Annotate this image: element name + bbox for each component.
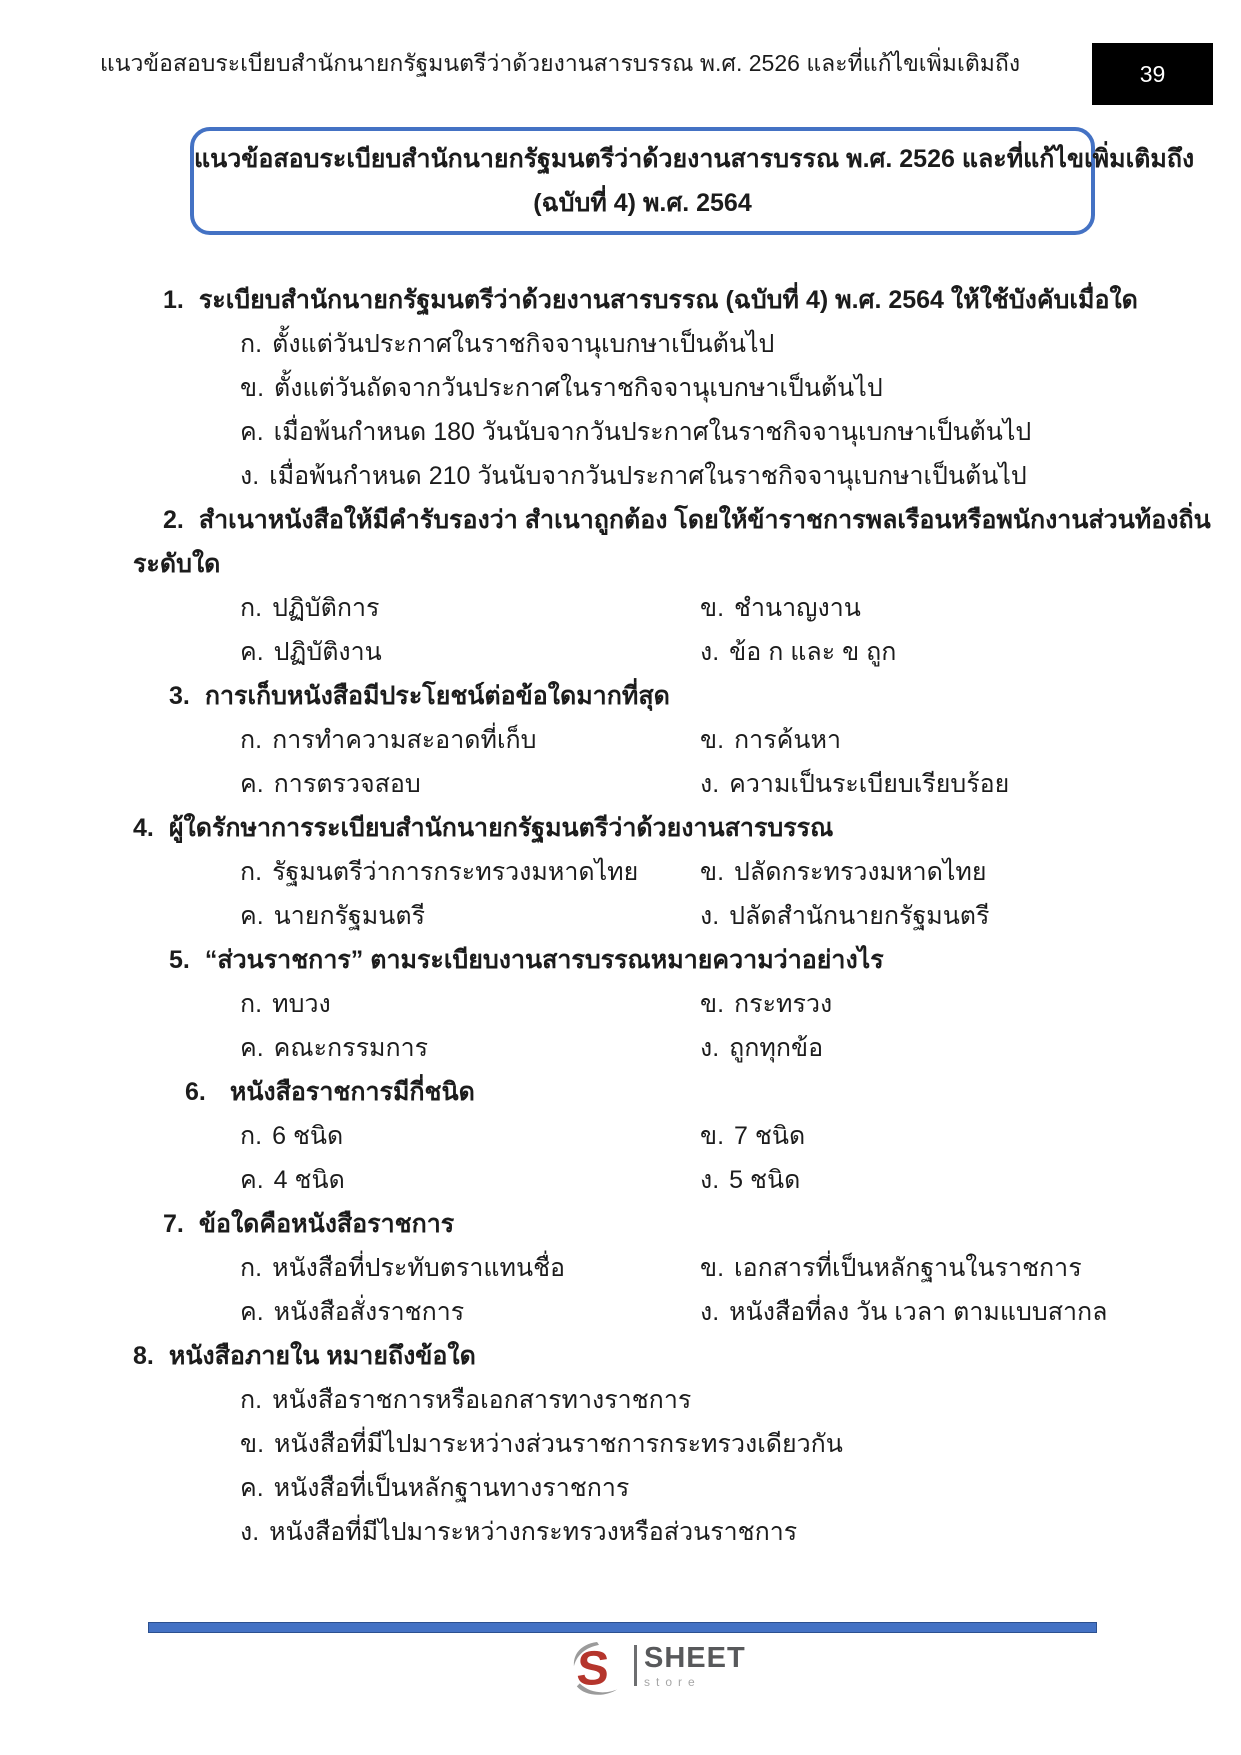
option-label: ข.	[700, 594, 725, 622]
option-row	[240, 850, 700, 894]
question-text-line	[133, 1070, 1113, 1114]
option-text: การค้นหา	[734, 726, 841, 754]
option-text: 5 ชนิด	[729, 1166, 801, 1194]
options	[133, 1378, 1113, 1554]
question-text-line	[133, 674, 1113, 718]
options	[133, 1246, 1113, 1334]
option-label: ง.	[700, 1166, 720, 1194]
question-text-line	[133, 1334, 1113, 1378]
option-text: ชำนาญงาน	[734, 594, 861, 622]
option-row	[700, 1114, 1113, 1158]
option-text: หนังสือสั่งราชการ	[273, 1298, 465, 1326]
option-text: เอกสารที่เป็นหลักฐานในราชการ	[734, 1254, 1082, 1282]
brand-name: SHEET	[644, 1642, 746, 1674]
logo-separator	[634, 1645, 637, 1686]
option-row	[240, 1246, 700, 1290]
option-label: ข.	[700, 990, 725, 1018]
option-label: ค.	[240, 1034, 264, 1062]
options	[133, 586, 1113, 674]
question-number: 2.	[163, 506, 184, 534]
option-label: ง.	[240, 1518, 260, 1546]
question-text-line	[133, 498, 1211, 542]
option-label: ก.	[240, 1386, 263, 1414]
option-text: หนังสือที่ประทับตราแทนชื่อ	[272, 1254, 566, 1282]
option-row	[700, 630, 1113, 674]
option-row	[240, 1026, 700, 1070]
option-row	[133, 410, 1113, 454]
logo-text	[644, 1641, 746, 1689]
page-number: 39	[1139, 60, 1166, 87]
question-block-2	[133, 498, 1211, 674]
option-label: ก.	[240, 726, 263, 754]
exam-title-line1: แนวข้อสอบระเบียบสำนักนายกรัฐมนตรีว่าด้วยงานสารบรรณ พ.ศ. 2526 และที่แก้ไขเพิ่มเติมถึง	[194, 145, 1195, 173]
option-row	[700, 1246, 1113, 1290]
option-row	[700, 762, 1113, 806]
option-text: รัฐมนตรีว่าการกระทรวงมหาดไทย	[272, 858, 639, 886]
option-label: ก.	[240, 858, 263, 886]
option-text: เมื่อพ้นกำหนด 210 วันนับจากวันประกาศในราชกิจจานุเบกษาเป็นต้นไป	[269, 462, 1027, 490]
option-row	[240, 1114, 700, 1158]
option-label: ค.	[240, 1474, 264, 1502]
option-label: ก.	[240, 1254, 263, 1282]
option-text: เมื่อพ้นกำหนด 180 วันนับจากวันประกาศในราชกิจจานุเบกษาเป็นต้นไป	[273, 418, 1032, 446]
options	[133, 1114, 1113, 1202]
option-label: ง.	[700, 770, 720, 798]
question-text: สำเนาหนังสือให้มีคำรับรองว่า สำเนาถูกต้อง โดยให้ข้าราชการพลเรือนหรือพนักงานส่วนท้องถิ่น	[198, 506, 1211, 534]
option-label: ข.	[700, 726, 725, 754]
option-text: หนังสือราชการหรือเอกสารทางราชการ	[272, 1386, 692, 1414]
options	[133, 718, 1113, 806]
question-text: ระเบียบสำนักนายกรัฐมนตรีว่าด้วยงานสารบรรณ (ฉบับที่ 4) พ.ศ. 2564 ให้ใช้บังคับเมื่อใด	[198, 286, 1138, 314]
question-text-line	[133, 806, 1113, 850]
option-text: คณะกรรมการ	[273, 1034, 429, 1062]
option-row	[240, 894, 700, 938]
option-text: การทำความสะอาดที่เก็บ	[272, 726, 537, 754]
option-label: ข.	[700, 1254, 725, 1282]
option-row	[240, 718, 700, 762]
option-text: การตรวจสอบ	[273, 770, 421, 798]
question-block-7	[133, 1202, 1113, 1334]
question-block-4	[133, 806, 1113, 938]
option-row	[700, 850, 1113, 894]
option-row	[700, 1290, 1113, 1334]
options	[133, 322, 1113, 498]
option-row	[133, 1422, 1113, 1466]
sheet-store-logo	[570, 1641, 746, 1695]
question-block-1	[133, 278, 1138, 498]
option-row	[133, 1510, 1113, 1554]
question-number: 5.	[169, 946, 190, 974]
footer-divider-bar	[148, 1622, 1097, 1633]
exam-title-box	[190, 127, 1195, 235]
option-row	[133, 454, 1113, 498]
question-text: หนังสือราชการมีกี่ชนิด	[229, 1078, 475, 1106]
option-text: 4 ชนิด	[273, 1166, 345, 1194]
logo-s-icon	[570, 1641, 628, 1695]
question-number: 4.	[133, 814, 154, 842]
option-label: ก.	[240, 330, 263, 358]
option-text: ปฏิบัติงาน	[273, 638, 382, 666]
question-text: “ส่วนราชการ” ตามระเบียบงานสารบรรณหมายความว่าอย่างไร	[204, 946, 884, 974]
question-number: 7.	[163, 1210, 184, 1238]
option-label: ง.	[700, 1034, 720, 1062]
option-label: ก.	[240, 990, 263, 1018]
option-row	[240, 762, 700, 806]
question-number: 8.	[133, 1342, 154, 1370]
question-block-6	[133, 1070, 1113, 1202]
question-text-line2: ระดับใด	[133, 550, 221, 578]
option-row	[700, 982, 1113, 1026]
question-block-5	[133, 938, 1113, 1070]
question-block-3	[133, 674, 1113, 806]
question-text-line	[133, 938, 1113, 982]
options	[133, 982, 1113, 1070]
question-block-8	[133, 1334, 1113, 1554]
option-row	[133, 366, 1113, 410]
option-row	[240, 1290, 700, 1334]
question-text: การเก็บหนังสือมีประโยชน์ต่อข้อใดมากที่สุด	[204, 682, 670, 710]
option-label: ง.	[700, 902, 720, 930]
question-text: ผู้ใดรักษาการระเบียบสำนักนายกรัฐมนตรีว่าด้วยงานสารบรรณ	[168, 814, 834, 842]
option-text: ตั้งแต่วันถัดจากวันประกาศในราชกิจจานุเบกษาเป็นต้นไป	[274, 374, 883, 402]
option-text: 6 ชนิด	[272, 1122, 344, 1150]
option-text: หนังสือที่มีไปมาระหว่างกระทรวงหรือส่วนราชการ	[269, 1518, 798, 1546]
option-text: ตั้งแต่วันประกาศในราชกิจจานุเบกษาเป็นต้นไป	[272, 330, 775, 358]
page-header-title: แนวข้อสอบระเบียบสำนักนายกรัฐมนตรีว่าด้วยงานสารบรรณ พ.ศ. 2526 และที่แก้ไขเพิ่มเติมถึง	[99, 50, 1021, 76]
option-text: นายกรัฐมนตรี	[273, 902, 426, 930]
options	[133, 850, 1113, 938]
option-label: ง.	[700, 638, 720, 666]
option-row	[700, 586, 1113, 630]
option-row	[133, 1466, 1113, 1510]
question-number: 3.	[169, 682, 190, 710]
option-row	[240, 630, 700, 674]
option-label: ง.	[700, 1298, 720, 1326]
option-text: หนังสือที่มีไปมาระหว่างส่วนราชการกระทรวงเดียวกัน	[274, 1430, 843, 1458]
option-label: ข.	[700, 858, 725, 886]
option-row	[133, 322, 1113, 366]
brand-subtitle: store	[644, 1675, 701, 1689]
option-label: ก.	[240, 1122, 263, 1150]
option-label: ข.	[240, 374, 265, 402]
option-label: ข.	[240, 1430, 265, 1458]
option-text: กระทรวง	[734, 990, 833, 1018]
option-text: ข้อ ก และ ข ถูก	[729, 638, 897, 666]
exam-title-line2: (ฉบับที่ 4) พ.ศ. 2564	[533, 189, 752, 217]
question-list	[133, 278, 1211, 1554]
question-text-line	[133, 1202, 1113, 1246]
option-text: ปลัดกระทรวงมหาดไทย	[734, 858, 987, 886]
option-label: ก.	[240, 594, 263, 622]
option-label: ข.	[700, 1122, 725, 1150]
option-row	[133, 1378, 1113, 1422]
option-label: ง.	[240, 462, 260, 490]
option-label: ค.	[240, 770, 264, 798]
option-row	[700, 1026, 1113, 1070]
option-row	[700, 894, 1113, 938]
option-text: ถูกทุกข้อ	[729, 1034, 824, 1062]
option-row	[240, 586, 700, 630]
option-text: 7 ชนิด	[734, 1122, 806, 1150]
option-text: ความเป็นระเบียบเรียบร้อย	[729, 770, 1010, 798]
option-text: ปลัดสำนักนายกรัฐมนตรี	[729, 902, 990, 930]
option-label: ค.	[240, 902, 264, 930]
option-label: ค.	[240, 418, 264, 446]
question-text: หนังสือภายใน หมายถึงข้อใด	[168, 1342, 476, 1370]
question-text: ข้อใดคือหนังสือราชการ	[198, 1210, 455, 1238]
option-text: หนังสือที่เป็นหลักฐานทางราชการ	[273, 1474, 630, 1502]
option-row	[700, 718, 1113, 762]
option-label: ค.	[240, 1166, 264, 1194]
option-label: ค.	[240, 1298, 264, 1326]
option-row	[240, 982, 700, 1026]
question-number: 1.	[163, 286, 184, 314]
option-text: หนังสือที่ลง วัน เวลา ตามแบบสากล	[729, 1298, 1108, 1326]
option-text: ปฏิบัติการ	[272, 594, 380, 622]
option-row	[700, 1158, 1113, 1202]
question-number: 6.	[185, 1078, 206, 1106]
option-label: ค.	[240, 638, 264, 666]
page-number-box	[1092, 43, 1213, 105]
svg-text:S: S	[574, 1641, 611, 1695]
option-row	[240, 1158, 700, 1202]
option-text: ทบวง	[272, 990, 331, 1018]
question-text-line	[133, 278, 1138, 322]
